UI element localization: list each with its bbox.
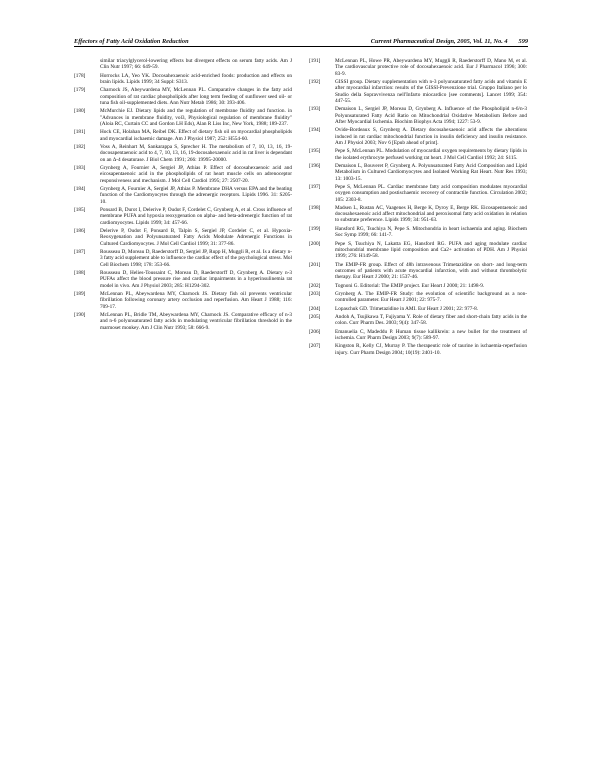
reference-text: Ponsard B, Durot I, Delerive P, Oudot F, Cordelet C, Grynberg A, et al. Cross influence of membrane PUFA and hypoxia reoxygenation on alpha- and beta-adrenergic function of rat cardiomyocytes. Lipids 1999; 34: 457-66. (100, 206, 292, 226)
reference-entry (309, 262, 527, 281)
reference-text: Demaison L, Sergiel JP, Moreau D, Grynberg A. Influence of the Phospholipid n-6/n-3 Polyunsaturated Fatty Acid Ratio on Mitochondrial Oxidative Metabolism Before and After Myocardial Ischemia. Biochim Biophys Acta 1994; 1227: 53-9. (335, 106, 527, 125)
reference-number: [187] (74, 248, 86, 255)
reference-number: [178] (74, 72, 86, 79)
reference-entry (309, 58, 527, 77)
reference-number: [197] (309, 183, 321, 190)
reference-entry (309, 106, 527, 125)
reference-text: Grynberg A, Fournier A, Sergiel JP, Athias P. Effect of docosahexaenoic acid and eicosapentaenoic acid in the phospholipids of rat heart muscle cells on adrenoceptor responsiveness and mechanism. J Mol Cell Cardiol 1995; 27: 2507-20. (100, 165, 292, 184)
reference-text: Rousseau D, Helies-Toussaint C, Moreau D, Raederstorff D, Grynberg A. Dietary n-3 PUFAs affect the blood pressure rise and cardiac impairments in a hyperinsulinemia rat model in vivo. Am J Physiol 2003; 285: H1294-302. (100, 269, 292, 289)
reference-entry (74, 144, 292, 163)
reference-entry (309, 314, 527, 327)
reference-number: [198] (309, 204, 321, 211)
reference-entry (74, 73, 292, 86)
reference-entry (309, 241, 527, 260)
reference-number: [200] (309, 240, 321, 247)
reference-entry (309, 127, 527, 146)
reference-entry (74, 186, 292, 205)
reference-text: Charnock JS, Abeywardena MY, McLennan PL. Comparative changes in the fatty acid composition of rat cardiac phospholipids after long term feeding of sunflower seed oil- or tuna fish oil-supplemented diets. Ann Nutr Metab 1986; 30: 393-406. (100, 87, 292, 106)
reference-entry (309, 226, 527, 239)
reference-number: [186] (74, 227, 86, 234)
reference-number: [190] (74, 311, 86, 318)
reference-entry (309, 343, 527, 356)
reference-entry (74, 249, 292, 268)
reference-number: [180] (74, 108, 86, 115)
reference-entry (309, 205, 527, 224)
reference-entry (309, 148, 527, 161)
reference-text: McLennan PL, Abeywardena MY, Charnock JS. Dietary fish oil prevents ventricular fibrillation following coronary artery occlusion and reperfusion. Am Heart J 1988; 116: 709-17. (100, 290, 292, 310)
reference-text: Madsen L, Rustan AC, Vaagenes H, Berge K, Dyroy E, Berge RK. Eicosapentaenoic and docosahexaenoic acid affect mitochondrial and peroxisomal fatty acid oxidation in relation to substrate preference. Lipids 1999; 34: 951-63. (335, 204, 527, 224)
reference-text: McMurchie EJ. Dietary lipids and the regulation of membrane fluidity and function. in "Advances in membrane fluidity, vol3, Physiological regulation of membrane fluidity" (Aloia RC, Curtain CC and Gordon LH Eds), Alan R Liss Inc, New York, 1988; 189-237. (100, 108, 292, 127)
reference-entry (309, 291, 527, 304)
reference-entry (309, 283, 527, 289)
reference-text: The EMIP-FR group. Effect of 48h intravenous Trimetazidine on short- and long-term outcomes of patients with acute myocardial infarction, with and without thrombolytic therapy. Eur Heart J 2000; 21: 1537-46. (335, 261, 527, 281)
reference-text: Rousseau D, Moreau D, Raederstorff D, Sergiel JP, Rupp H, Muggli R, et al. Is a dietary n-3 fatty acid supplement able to influence the cardiac effect of the psychological stress. Mol Cell Biochem 1998; 178: 353-66. (100, 248, 292, 268)
reference-entry (74, 291, 292, 310)
reference-entry (74, 165, 292, 184)
reference-text: Voss A, Reinhart M, Sankarappa S, Sprecher H. The metabolism of 7, 10, 13, 16, 19-docosapentaenoic acid to 4, 7, 10, 13, 16, 19-docosahexaenoic acid in rat liver is dependant on an Δ-4 desaturase. J Biol Chem 1991; 266: 19995-20000. (100, 144, 292, 163)
reference-entry (74, 228, 292, 247)
reference-entry (74, 87, 292, 106)
reference-text: Demaison L, Bouveret P, Grynberg A. Polyunsaturated Fatty Acid Composition and Lipid Metabolism in Cultured Cardiomyocytes and Isolated Working Rat Heart. Nutr Res 1993; 13: 1003-15. (335, 162, 527, 182)
reference-number: [192] (309, 78, 321, 85)
reference-number: [183] (74, 165, 86, 172)
reference-number: [206] (309, 328, 321, 335)
reference-entry (309, 163, 527, 182)
reference-number: [194] (309, 127, 321, 134)
article-title: Effectors of Fatty Acid Oxidation Reduction (74, 38, 189, 45)
journal-citation: Current Pharmaceutical Design, 2005, Vol. 11, No. 4 (370, 38, 508, 45)
reference-text: McLennan PL, Bridle TM, Abeywardena MY, Charnock JS. Comparative efficacy of n-3 and n-6 polyunsaturated fatty acids in modulating ventricular fibrillation threshold in the marmoset monkey. Am J Clin Nutr 1993; 58: 666-9. (100, 311, 292, 331)
reference-text: Pepe S, McLennan PL. Cardiac membrane fatty acid composition modulates myocardial oxygen consumption and postischaemic recovery of contractile function. Circulation 2002; 105: 2303-8. (335, 183, 527, 203)
reference-entry (309, 184, 527, 203)
reference-number: [196] (309, 162, 321, 169)
reference-text: Delerive P, Oudot F, Ponsard B, Talpin S, Sergiel JP, Cordelet C, et al. Hypoxia-Reoxygenation and Polyunsaturated Fatty Acids Modulate Adrenergic Functions in Cultured Cardiomyocytes. J Mol Cell Cardiol 1999; 31: 377-86. (100, 227, 292, 247)
header-rule (74, 46, 528, 47)
reference-text: Tognoni G. Editorial: The EMIP project. Eur Heart J 2000; 21: 1498-9. (335, 282, 485, 289)
reference-text: Pepe S, McLennan PL. Modulation of myocardial oxygen requirements by dietary lipids in the isolated erythrocyte perfused working rat heart. J Mol Cell Cardiol 1992; 24: S115. (335, 148, 527, 161)
page-number: 599 (518, 38, 528, 45)
reference-number: [199] (309, 225, 321, 232)
reference-number: [181] (74, 129, 86, 136)
reference-number: [185] (74, 206, 86, 213)
reference-text: Grynberg A. The EMIP-FR Study: the evolution of scientific background as a non-controlled parameter. Eur Heart J 2001; 22: 975-7. (335, 290, 527, 304)
reference-number: [191] (309, 58, 321, 64)
reference-text: Emanuelia C, Madeddu P. Human tissue kallikrein: a new bullet for the treatment of ischemia. Curr Pharm Design 2003; 9(7): 589-97. (335, 328, 527, 341)
reference-number: [207] (309, 343, 321, 350)
reference-number: [188] (74, 269, 86, 276)
reference-number: [204] (309, 305, 321, 312)
reference-number: [182] (74, 144, 86, 151)
reference-entry (74, 312, 292, 331)
continued-reference: similar triacylglycerol-lowering effects but divergent effects on serum fatty acids. Am J Clin Nutr 1997; 66: 649-59. (100, 58, 292, 71)
left-reference-column (74, 58, 292, 333)
reference-text: Hock CE, Holahan MA, Reibel DK. Effect of dietary fish oil on myocardial phospholipids and myocardial ischaemic damage. Am J Physiol 1987; 252: H554-60. (100, 129, 292, 142)
reference-number: [179] (74, 87, 86, 94)
right-reference-column (309, 58, 527, 358)
reference-number: [201] (309, 261, 321, 268)
running-header (74, 33, 528, 45)
reference-entry (74, 108, 292, 127)
journal-info (371, 38, 528, 45)
reference-entry (74, 270, 292, 289)
reference-text: Andoh A, Tsujikawa T, Fujiyama Y. Role of dietary fiber and short-chain fatty acids in the colon. Curr Pharm Des. 2003; 9(4): 347-58. (335, 314, 527, 327)
reference-number: [195] (309, 148, 321, 155)
reference-text: McLennan PL, Howe PR, Abeywardena MY, Muggli R, Raederstorff D, Mano M, et al. The cardiovascular protective role of docosahexaenoic acid. Eur J Pharmacol 1996; 300: 83-9. (335, 58, 527, 77)
reference-text: Hansford RG, Tsuchiya N, Pepe S. Mitochondria in heart ischaemia and aging. Biochem Soc Symp 1999; 66: 141-7. (335, 225, 527, 239)
reference-number: [193] (309, 106, 321, 113)
reference-number: [189] (74, 290, 86, 297)
reference-number: [203] (309, 290, 321, 297)
reference-text: GISSI group. Dietary supplementation with n-3 polyunsaturated fatty acids and vitamin E after myocardial infarction: results of the GISSI-Prevenzione trial. Gruppo Italiano per lo Studio della Sopravvivenza nell'Infarto miocardico [see comments]. Lancet 1999; 354: 447-55. (335, 78, 527, 104)
reference-entry (309, 306, 527, 312)
reference-number: [184] (74, 186, 86, 192)
reference-text: Horrocks LA, Yeo YK. Docosahexaenoic acid-enriched foods: production and effects on brain lipids. Lipids 1999; 34 Suppl: S313. (100, 72, 292, 85)
reference-text: Grynberg A, Fournier A, Sergiel JP, Athias P. Membrane DHA versus EPA and the beating function of the Cardiomyocytes through the adrenergic receptors. Lipids 1996. 31: S205-10. (100, 186, 292, 205)
reference-text: Pepe S, Tsuchiya N, Lakatta EG, Hansford RG. PUFA and aging modulate cardiac mitochondrial membrane lipid composition and Ca2+ activation of PDH. Am J Physiol 1999; 276: H149-58. (335, 240, 527, 260)
reference-text: Ovide-Bordeaux S, Grynberg A. Dietary docosahexaenoic acid affects the alterations induced in rat cardiac mitochondrial function in insulin deficiency and insulin resistance. Am J Physiol 2003; Nov 6 [Epub ahead of print]. (335, 127, 527, 146)
reference-number: [202] (309, 282, 321, 289)
reference-text: Kingston R, Kelly CJ, Murray P. The therapeutic role of taurine in ischaemia-reperfusion injury. Curr Pharm Design 2004; 10(19): 2401-10. (335, 343, 527, 356)
reference-entry (74, 129, 292, 142)
reference-text: Lopaschuk GD. Trimetazidine in AMI. Eur Heart J 2001; 22: 977-8. (335, 305, 479, 312)
reference-entry (309, 329, 527, 342)
reference-entry (74, 207, 292, 226)
reference-entry (309, 79, 527, 104)
reference-number: [205] (309, 314, 321, 320)
